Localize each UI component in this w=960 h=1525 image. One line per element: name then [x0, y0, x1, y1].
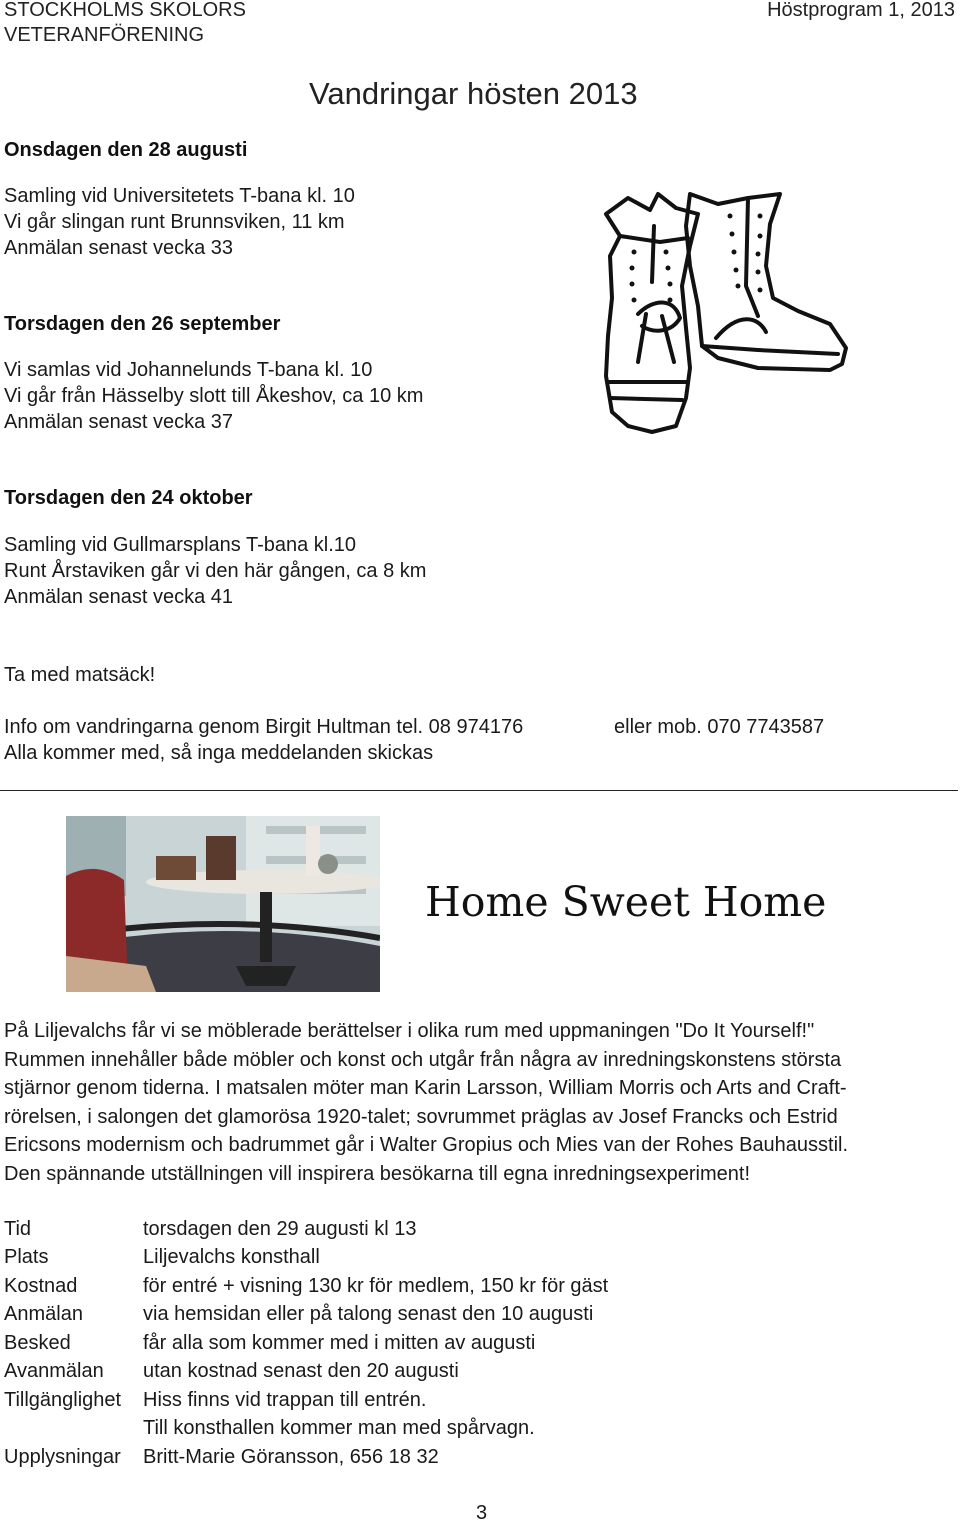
paragraph-line: rörelsen, i salongen det glamorösa 1920-talet; sovrummet präglas av Josef Francks och Estrid [4, 1105, 838, 1128]
organization-name-line2: VETERANFÖRENING [4, 24, 205, 46]
walk-line: Runt Årstaviken går vi den här gången, ca 8 km [4, 560, 427, 582]
walk-line: Anmälan senast vecka 37 [4, 411, 234, 433]
paragraph-line: stjärnor genom tiderna. I matsalen möter man Karin Larsson, William Morris och Arts and Craft- [4, 1077, 847, 1100]
page-number: 3 [476, 1502, 488, 1524]
organization-name [4, 0, 246, 48]
program-label: Höstprogram 1, 2013 [767, 0, 955, 21]
page-title: Vandringar hösten 2013 [309, 76, 638, 111]
paragraph-line: På Liljevalchs får vi se möblerade berättelser i olika rum med uppmaningen "Do It Yourself!" [4, 1020, 815, 1042]
detail-value: Till konsthallen kommer man med spårvagn. [143, 1417, 535, 1439]
boots-icon [598, 186, 853, 436]
walk-date-2: Torsdagen den 26 september [4, 313, 281, 335]
detail-key: Besked [4, 1332, 71, 1354]
walk-line: Anmälan senast vecka 41 [4, 586, 234, 608]
detail-value: torsdagen den 29 augusti kl 13 [143, 1218, 417, 1240]
walk-line: Vi samlas vid Johannelunds T-bana kl. 10 [4, 359, 373, 381]
detail-key: Plats [4, 1246, 49, 1268]
exhibition-description [4, 1017, 959, 1189]
organization-name-line1: STOCKHOLMS SKOLORS [4, 0, 246, 21]
walk-line: Vi går slingan runt Brunnsviken, 11 km [4, 211, 345, 233]
walk-line: Anmälan senast vecka 33 [4, 237, 234, 259]
detail-key: Tillgänglighet [4, 1389, 122, 1411]
info-line-2: Alla kommer med, så inga meddelanden skickas [4, 742, 434, 764]
walk-date-1: Onsdagen den 28 augusti [4, 139, 248, 161]
matsack-note: Ta med matsäck! [4, 664, 156, 686]
interior-photo-icon [66, 816, 380, 992]
detail-value: Britt-Marie Göransson, 656 18 32 [143, 1446, 439, 1468]
detail-value: för entré + visning 130 kr för medlem, 150 kr för gäst [143, 1275, 609, 1297]
detail-key: Kostnad [4, 1275, 78, 1297]
detail-key: Avanmälan [4, 1360, 104, 1382]
paragraph-line: Rummen innehåller både möbler och konst och utgår från några av inredningskonstens största [4, 1048, 842, 1071]
walk-date-3: Torsdagen den 24 oktober [4, 487, 253, 509]
walk-line: Vi går från Hässelby slott till Åkeshov, ca 10 km [4, 385, 424, 407]
walk-details-2 [4, 357, 423, 435]
detail-value: via hemsidan eller på talong senast den 10 augusti [143, 1303, 594, 1325]
detail-value: utan kostnad senast den 20 augusti [143, 1360, 459, 1382]
walk-details-1 [4, 183, 355, 261]
detail-value: Hiss finns vid trappan till entrén. [143, 1389, 427, 1411]
detail-key: Anmälan [4, 1303, 83, 1325]
walk-line: Samling vid Universitetets T-bana kl. 10 [4, 185, 355, 207]
walk-details-3 [4, 532, 426, 610]
detail-key: Tid [4, 1218, 32, 1240]
paragraph-line: Ericsons modernism och badrummet går i Walter Gropius och Mies van der Rohes Bauhausstil. [4, 1134, 849, 1157]
info-mobile: eller mob. 070 7743587 [614, 716, 825, 738]
detail-key: Upplysningar [4, 1446, 121, 1468]
info-line: Info om vandringarna genom Birgit Hultman tel. 08 974176 [4, 716, 524, 738]
detail-value: Liljevalchs konsthall [143, 1246, 320, 1268]
section-divider [0, 790, 958, 791]
paragraph-line: Den spännande utställningen vill inspirera besökarna till egna inredningsexperiment! [4, 1162, 751, 1185]
walk-line: Samling vid Gullmarsplans T-bana kl.10 [4, 534, 357, 556]
exhibition-title: Home Sweet Home [425, 878, 827, 926]
detail-value: får alla som kommer med i mitten av augusti [143, 1332, 536, 1354]
